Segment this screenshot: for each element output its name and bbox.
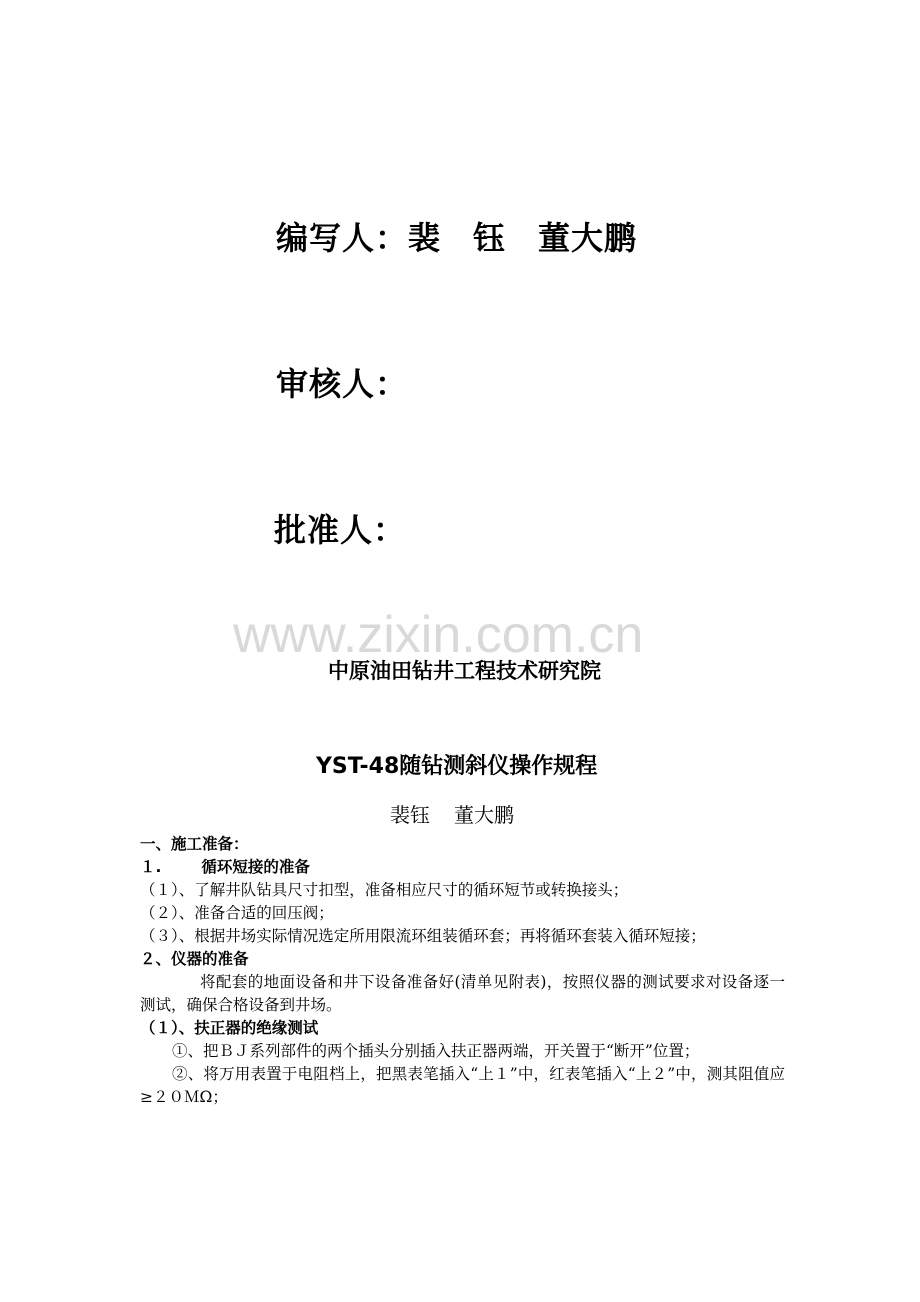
author-2: 董大鹏 bbox=[454, 803, 514, 827]
writer-name-1: 裴 bbox=[408, 219, 442, 257]
reviewer-line: 审核人： bbox=[276, 365, 409, 403]
document-title: YST-48随钻测斜仪操作规程 bbox=[316, 754, 598, 779]
author-1: 裴钰 bbox=[390, 803, 430, 827]
item-heading-1 bbox=[140, 856, 785, 879]
paragraph-1-2: （２）、准备合适的回压阀； bbox=[140, 904, 334, 922]
writer-label: 编写人： bbox=[276, 219, 409, 257]
writer-line bbox=[276, 213, 637, 259]
paragraph-1-3: （３）、根据井场实际情况选定所用限流环组装循环套；再将循环套装入循环短接； bbox=[140, 927, 706, 945]
organization: 中原油田钻井工程技术研究院 bbox=[328, 659, 601, 683]
writer-name-3: 董大鹏 bbox=[538, 219, 638, 257]
writer-name-2: 钰 bbox=[473, 219, 507, 257]
paragraph-2: 将配套的地面设备和井下设备准备好(清单见附表)，按照仪器的测试要求对设备逐一测试，确保合格设备到井场。 bbox=[140, 973, 785, 1014]
document-authors bbox=[390, 799, 514, 828]
paragraph-sub-1b: ②、将万用表置于电阻档上，把黑表笔插入“上１”中，红表笔插入“上２”中，测其阻值应≥２０ＭΩ； bbox=[140, 1065, 785, 1106]
watermark: www.zixin.com.cn bbox=[233, 606, 644, 664]
item-number-1: １. bbox=[140, 858, 162, 876]
document-body bbox=[140, 833, 785, 1109]
item-heading-2: ２、仪器的准备 bbox=[140, 950, 249, 968]
paragraph-1-1: （１）、了解井队钻具尺寸扣型，准备相应尺寸的循环短节或转换接头； bbox=[140, 881, 629, 899]
paragraph-sub-1a: ①、把ＢＪ系列部件的两个插头分别插入扶正器两端，开关置于“断开”位置； bbox=[172, 1042, 700, 1060]
item-title-1: 循环短接的准备 bbox=[201, 858, 310, 876]
section-heading-1: 一、施工准备： bbox=[140, 835, 249, 853]
sub-heading-1: （１）、扶正器的绝缘测试 bbox=[140, 1019, 319, 1037]
approver-line: 批准人： bbox=[274, 511, 407, 549]
